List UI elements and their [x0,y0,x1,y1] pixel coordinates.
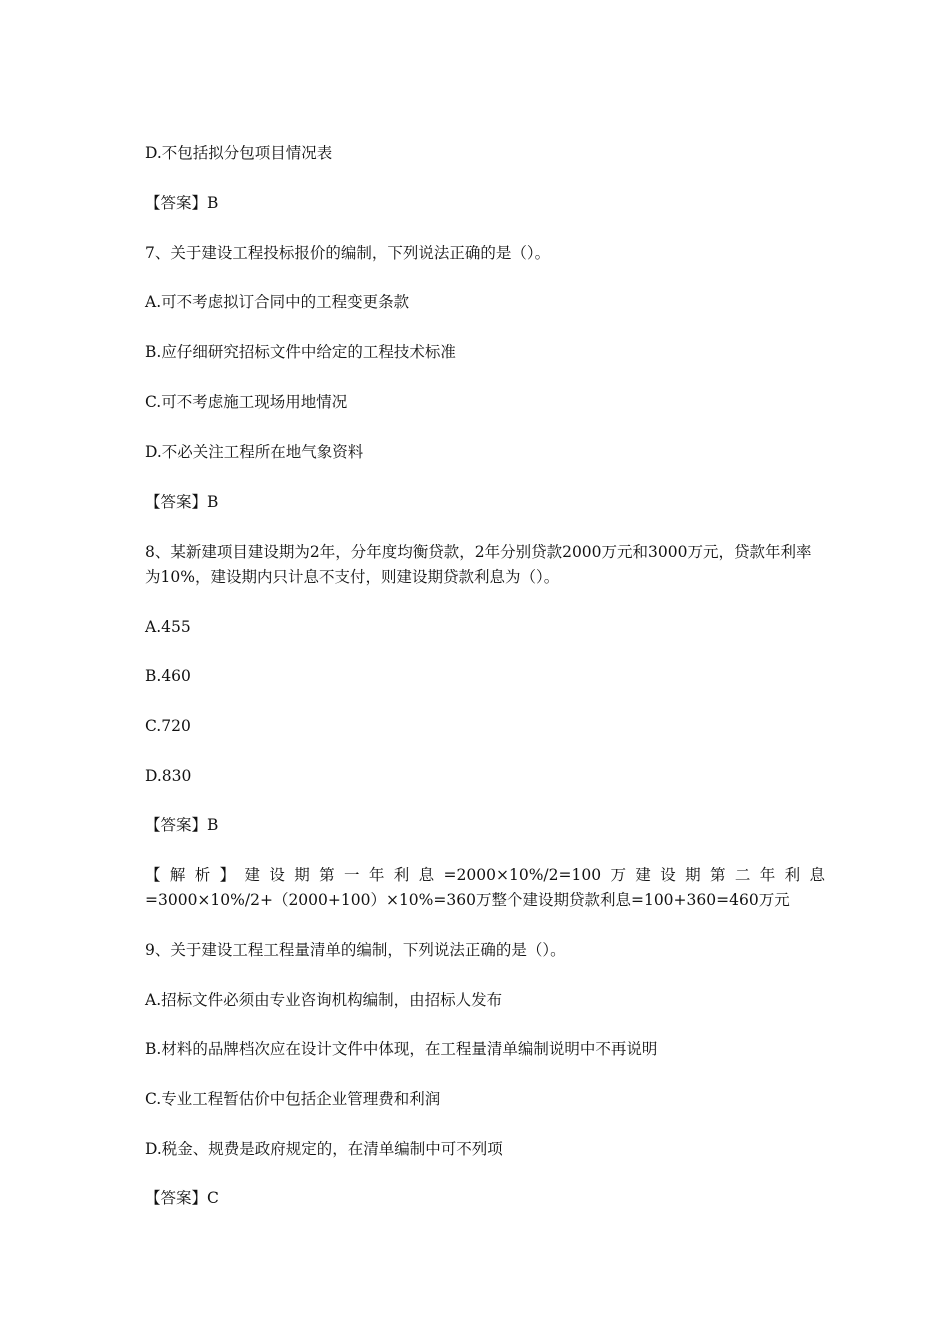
q9-option-c: C.专业工程暂估价中包括企业管理费和利润 [145,1090,441,1108]
q7-question: 7、关于建设工程投标报价的编制，下列说法正确的是（）。 [145,244,551,262]
q9-answer: 【答案】C [145,1189,219,1207]
q9-option-b: B.材料的品牌档次应在设计文件中体现，在工程量清单编制说明中不再说明 [145,1040,658,1058]
q9-option-a: A.招标文件必须由专业咨询机构编制，由招标人发布 [145,991,503,1009]
q8-analysis: 【解析】建设期第一年利息=2000×10%/2=100万建设期第二年利息=3000×10%/2+（2000+100）×10%=360万整个建设期贷款利息=100+360=460万元 [145,866,825,909]
q7-option-a: A.可不考虑拟订合同中的工程变更条款 [145,293,410,311]
q7-option-d: D.不必关注工程所在地气象资料 [145,443,364,461]
q7-answer: 【答案】B [145,493,219,511]
q9-question: 9、关于建设工程工程量清单的编制，下列说法正确的是（）。 [145,941,566,959]
q8-option-a: A.455 [145,618,191,636]
prev-answer: 【答案】B [145,194,219,212]
q8-option-c: C.720 [145,717,191,735]
q7-option-c: C.可不考虑施工现场用地情况 [145,393,348,411]
q9-option-d: D.税金、规费是政府规定的，在清单编制中可不列项 [145,1140,503,1158]
q8-answer: 【答案】B [145,816,219,834]
q7-option-b: B.应仔细研究招标文件中给定的工程技术标准 [145,343,456,361]
q8-question: 8、某新建项目建设期为2年，分年度均衡贷款，2年分别贷款2000万元和3000万元，贷款年利率为10%，建设期内只计息不支付，则建设期贷款利息为（）。 [145,543,812,586]
prev-option-d: D.不包括拟分包项目情况表 [145,144,333,162]
q8-option-d: D.830 [145,767,192,785]
q8-option-b: B.460 [145,667,191,685]
